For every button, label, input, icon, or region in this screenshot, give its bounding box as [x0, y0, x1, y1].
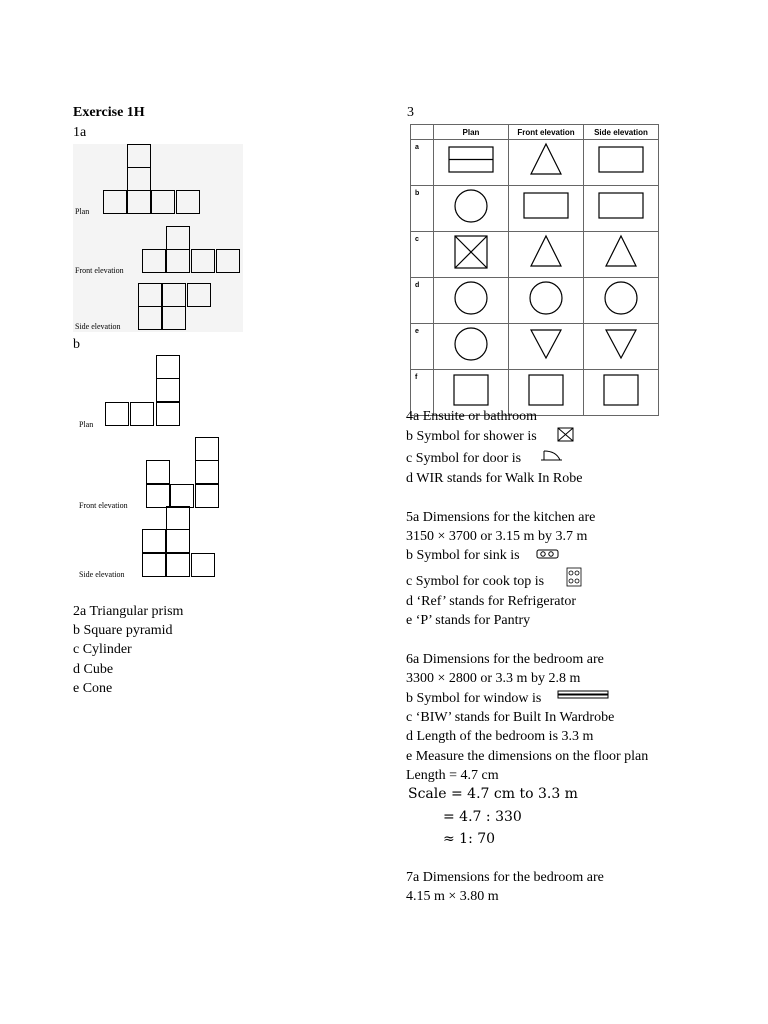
table-row — [411, 324, 659, 370]
answer-5b: b Symbol for sink is — [406, 548, 520, 563]
table-header-front: Front elevation — [509, 125, 584, 140]
cube-square — [195, 460, 219, 484]
table-cell — [434, 140, 509, 186]
side-elevation-label: Side elevation — [79, 570, 125, 579]
table-row — [411, 140, 659, 186]
answer-2e: e Cone — [73, 681, 113, 696]
front-elevation-label: Front elevation — [79, 501, 128, 510]
plan-label: Plan — [75, 207, 90, 216]
triangle-shape-icon — [584, 232, 658, 272]
answer-2d: d Cube — [73, 662, 114, 677]
cube-square — [127, 167, 151, 191]
square-x-shape-icon — [434, 232, 508, 272]
table-row — [411, 278, 659, 324]
table-row — [411, 186, 659, 232]
cube-square — [103, 190, 127, 214]
rect-split-shape-icon — [434, 140, 508, 180]
table-row-label: f — [411, 370, 434, 416]
table-cell — [434, 324, 509, 370]
front-elevation-label: Front elevation — [75, 266, 124, 275]
answer-5e: e ‘P’ stands for Pantry — [406, 613, 531, 628]
cube-square — [166, 249, 190, 273]
answer-6b: b Symbol for window is — [406, 691, 542, 706]
cube-square — [166, 553, 190, 577]
rect-shape-icon — [509, 186, 583, 226]
cube-square — [156, 402, 180, 426]
cube-square — [162, 306, 186, 330]
views-table — [410, 124, 659, 416]
answer-5a-dimensions: 3150 × 3700 or 3.15 m by 3.7 m — [406, 529, 588, 544]
scale-approx: ≈ 1: 70 — [443, 831, 496, 847]
answer-5c: c Symbol for cook top is — [406, 574, 545, 589]
circle-shape-icon — [584, 278, 658, 318]
cube-square — [216, 249, 240, 273]
circle-shape-icon — [434, 278, 508, 318]
cube-square — [138, 306, 162, 330]
table-cell — [584, 186, 659, 232]
table-row-label: e — [411, 324, 434, 370]
question-1a-label: 1a — [73, 125, 87, 140]
table-cell — [584, 370, 659, 416]
rect-shape-icon — [584, 186, 658, 226]
answer-2a: 2a Triangular prism — [73, 604, 184, 619]
answer-6d: d Length of the bedroom is 3.3 m — [406, 729, 594, 744]
table-corner — [411, 125, 434, 140]
table-cell — [584, 140, 659, 186]
table-cell — [434, 186, 509, 232]
cube-square — [156, 378, 180, 402]
cube-square — [146, 460, 170, 484]
table-row-label: b — [411, 186, 434, 232]
table-cell — [509, 324, 584, 370]
cube-square — [127, 144, 151, 168]
cube-square — [127, 190, 151, 214]
table-cell — [509, 186, 584, 232]
cube-square — [166, 506, 190, 530]
answer-4a: 4a Ensuite or bathroom — [406, 409, 538, 424]
answer-6a: 6a Dimensions for the bedroom are — [406, 652, 604, 667]
answer-6a-dimensions: 3300 × 2800 or 3.3 m by 2.8 m — [406, 671, 581, 686]
cube-square — [170, 484, 194, 508]
square-shape-icon — [434, 370, 508, 410]
question-3-label: 3 — [407, 105, 414, 120]
circle-shape-icon — [509, 278, 583, 318]
table-cell — [434, 278, 509, 324]
cube-square — [142, 553, 166, 577]
shower-symbol-icon — [557, 427, 574, 442]
answer-5a: 5a Dimensions for the kitchen are — [406, 510, 596, 525]
cube-square — [138, 283, 162, 307]
square-shape-icon — [584, 370, 658, 410]
table-cell — [584, 324, 659, 370]
plan-label: Plan — [79, 420, 94, 429]
answer-2b: b Square pyramid — [73, 623, 173, 638]
cube-square — [191, 553, 215, 577]
answer-4c: c Symbol for door is — [406, 451, 522, 466]
table-cell — [584, 232, 659, 278]
cube-square — [195, 437, 219, 461]
cube-square — [176, 190, 200, 214]
scale-equation: Scale = 4.7 cm to 3.3 m — [408, 786, 578, 802]
answer-4b: b Symbol for shower is — [406, 429, 537, 444]
sink-symbol-icon — [536, 548, 560, 560]
cube-square — [187, 283, 211, 307]
table-row — [411, 232, 659, 278]
question-1b-label: b — [73, 337, 80, 352]
scale-ratio: = 4.7 : 330 — [443, 809, 522, 825]
cooktop-symbol-icon — [566, 567, 582, 587]
table-cell — [584, 278, 659, 324]
table-row-label: d — [411, 278, 434, 324]
answer-7a-dimensions: 4.15 m × 3.80 m — [406, 889, 499, 904]
answer-7a: 7a Dimensions for the bedroom are — [406, 870, 604, 885]
table-cell — [509, 232, 584, 278]
table-cell — [509, 140, 584, 186]
cube-square — [142, 249, 166, 273]
cube-square — [191, 249, 215, 273]
table-cell — [509, 278, 584, 324]
cube-square — [151, 190, 175, 214]
table-header-plan: Plan — [434, 125, 509, 140]
cube-square — [142, 529, 166, 553]
cube-square — [156, 355, 180, 379]
answer-4d: d WIR stands for Walk In Robe — [406, 471, 583, 486]
table-header-side: Side elevation — [584, 125, 659, 140]
triangle-down-shape-icon — [509, 324, 583, 364]
table-cell — [434, 232, 509, 278]
table-row-label: a — [411, 140, 434, 186]
door-symbol-icon — [540, 448, 564, 462]
triangle-shape-icon — [509, 232, 583, 272]
answer-6e: e Measure the dimensions on the floor plan — [406, 749, 649, 764]
cube-square — [195, 484, 219, 508]
cube-square — [166, 529, 190, 553]
answer-6c: c ‘BIW’ stands for Built In Wardrobe — [406, 710, 615, 725]
window-symbol-icon — [557, 690, 609, 700]
triangle-shape-icon — [509, 140, 583, 180]
circle-shape-icon — [434, 324, 508, 364]
answer-2c: c Cylinder — [73, 642, 132, 657]
square-shape-icon — [509, 370, 583, 410]
cube-square — [146, 484, 170, 508]
answer-6e-length: Length = 4.7 cm — [406, 768, 499, 783]
circle-shape-icon — [434, 186, 508, 226]
exercise-title: Exercise 1H — [73, 105, 145, 120]
cube-square — [162, 283, 186, 307]
triangle-down-shape-icon — [584, 324, 658, 364]
side-elevation-label: Side elevation — [75, 322, 121, 331]
table-row-label: c — [411, 232, 434, 278]
cube-square — [166, 226, 190, 250]
answer-5d: d ‘Ref’ stands for Refrigerator — [406, 594, 577, 609]
rect-shape-icon — [584, 140, 658, 180]
cube-square — [130, 402, 154, 426]
cube-square — [105, 402, 129, 426]
